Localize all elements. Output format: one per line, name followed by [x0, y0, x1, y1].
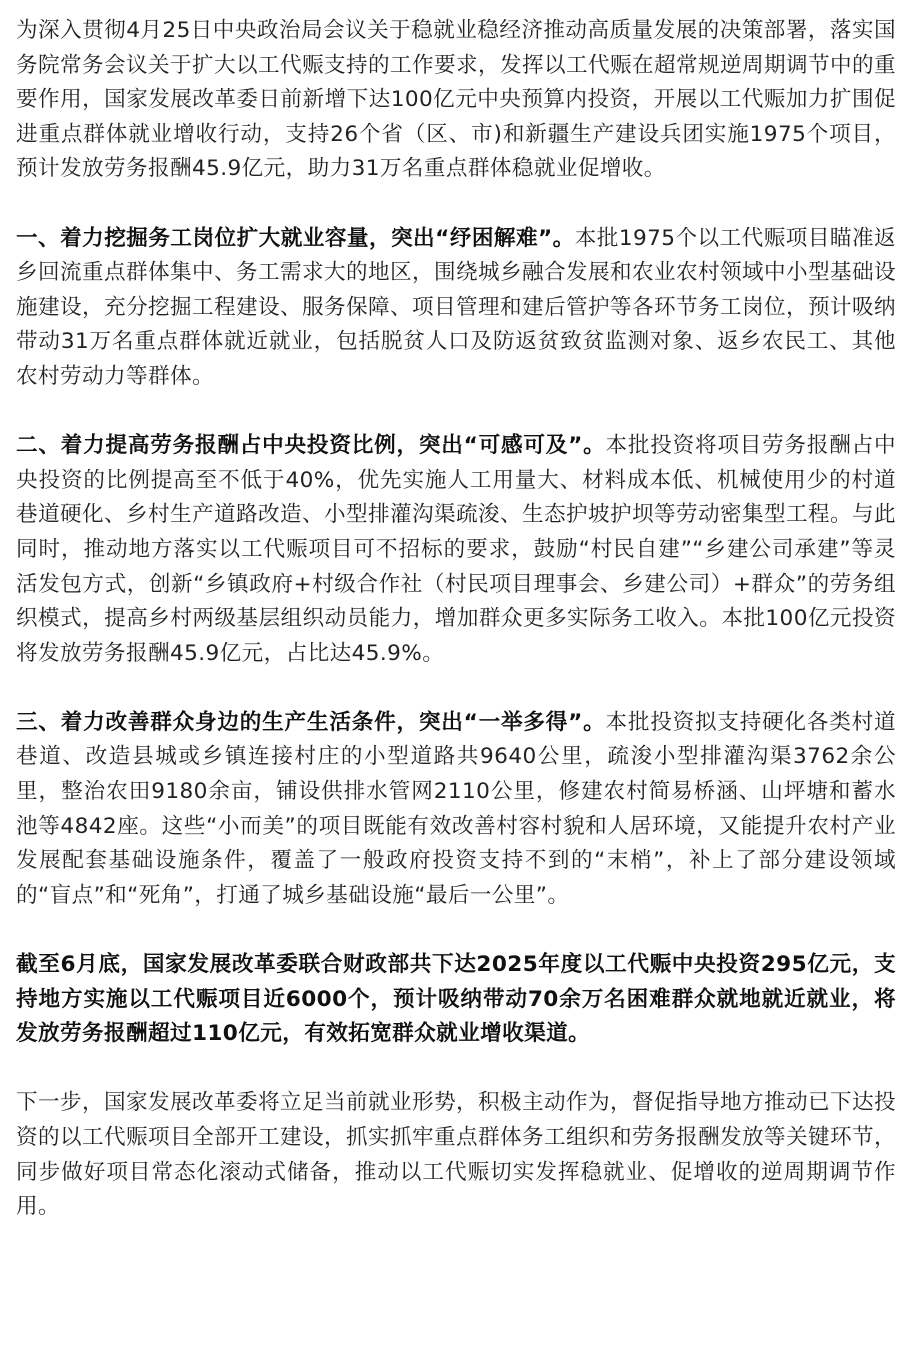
section-2-paragraph [16, 429, 896, 671]
summary-paragraph: 截至6月底，国家发展改革委联合财政部共下达2025年度以工代赈中央投资295亿元，支持地方实施以工代赈项目近6000个，预计吸纳带动70余万名困难群众就地就近就业，将发放劳务报酬超过110亿元，有效拓宽群众就业增收渠道。 [16, 952, 896, 1047]
section-2-body: 本批投资将项目劳务报酬占中央投资的比例提高至不低于40%，优先实施人工用量大、材料成本低、机械使用少的村道巷道硬化、乡村生产道路改造、小型排灌沟渠疏浚、生态护坡护坝等劳动密集型工程。与此同时，推动地方落实以工代赈项目可不招标的要求，鼓励“村民自建”“乡建公司承建”等灵活发包方式，创新“乡镇政府+村级合作社（村民项目理事会、乡建公司）+群众”的劳务组织模式，提高乡村两级基层组织动员能力，增加群众更多实际务工收入。本批100亿元投资将发放劳务报酬45.9亿元，占比达45.9%。 [16, 433, 897, 666]
section-2-heading: 二、着力提高劳务报酬占中央投资比例，突出“可感可及”。 [16, 433, 606, 459]
next-step-paragraph: 下一步，国家发展改革委将立足当前就业形势，积极主动作为，督促指导地方推动已下达投资的以工代赈项目全部开工建设，抓实抓牢重点群体务工组织和劳务报酬发放等关键环节，同步做好项目常态化滚动式储备，推动以工代赈切实发挥稳就业、促增收的逆周期调节作用。 [16, 1090, 896, 1220]
section-3-body: 本批投资拟支持硬化各类村道巷道、改造县城或乡镇连接村庄的小型道路共9640公里，疏浚小型排灌沟渠3762余公里，整治农田9180余亩，铺设供排水管网2110公里，修建农村简易桥涵、山坪塘和蓄水池等4842座。这些“小而美”的项目既能有效改善村容村貌和人居环境，又能提升农村产业发展配套基础设施条件，覆盖了一般政府投资支持不到的“末梢”，补上了部分建设领域的“盲点”和“死角”，打通了城乡基础设施“最后一公里”。 [16, 709, 897, 908]
section-3-paragraph [16, 706, 896, 914]
intro-paragraph: 为深入贯彻4月25日中央政治局会议关于稳就业稳经济推动高质量发展的决策部署，落实国务院常务会议关于扩大以工代赈支持的工作要求，发挥以工代赈在超常规逆周期调节中的重要作用，国家发展改革委日前新增下达100亿元中央预算内投资，开展以工代赈加力扩围促进重点群体就业增收行动，支持26个省（区、市)和新疆生产建设兵团实施1975个项目，预计发放劳务报酬45.9亿元，助力31万名重点群体稳就业促增收。 [16, 18, 896, 182]
section-1-heading: 一、着力挖掘务工岗位扩大就业容量，突出“纾困解难”。 [16, 225, 575, 251]
section-1-paragraph [16, 222, 896, 395]
section-3-heading: 三、着力改善群众身边的生产生活条件，突出“一举多得”。 [16, 709, 606, 735]
section-1-body: 本批1975个以工代赈项目瞄准返乡回流重点群体集中、务工需求大的地区，围绕城乡融合发展和农业农村领域中小型基础设施建设，充分挖掘工程建设、服务保障、项目管理和建后管护等各环节务工岗位，预计吸纳带动31万名重点群体就近就业，包括脱贫人口及防返贫致贫监测对象、返乡农民工、其他农村劳动力等群体。 [16, 225, 896, 389]
article-body [16, 14, 896, 1225]
